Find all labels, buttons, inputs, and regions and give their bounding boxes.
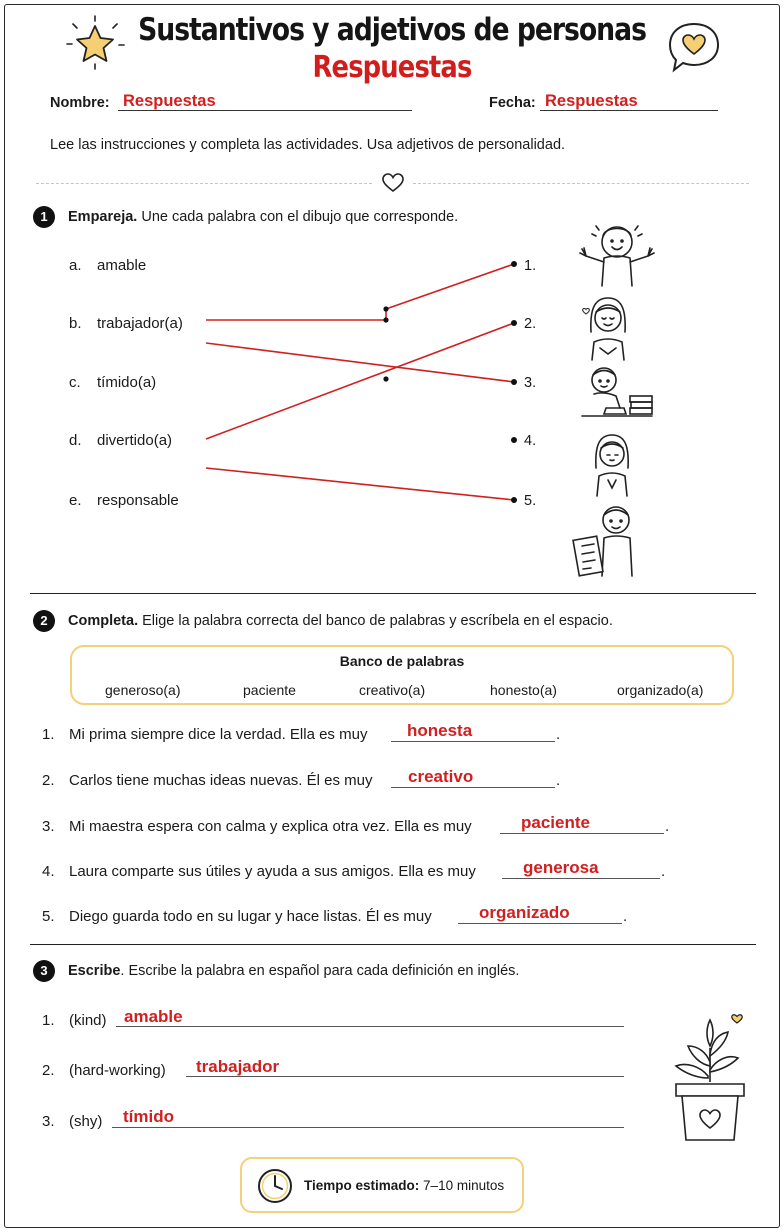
match-number-2: 2. [524,316,537,332]
section-1-number: 1 [33,206,55,228]
word-bank-item: creativo(a) [359,682,426,698]
section-2-heading [68,613,613,629]
match-word: divertido(a) [97,432,173,449]
match-item-e[interactable]: e. responsable [69,492,179,509]
shy-girl-drawing [584,430,640,500]
match-word: trabajador(a) [97,315,183,332]
match-item-a[interactable]: a. amable [69,257,147,274]
sentence-4-answer[interactable]: generosa [523,858,599,877]
sentence-1-answer[interactable]: honesta [407,721,473,740]
word-bank-item: honesto(a) [490,682,557,698]
match-number-5: 5. [524,493,537,509]
match-word: responsable [97,492,179,509]
name-label: Nombre: [50,95,110,111]
section-divider-2 [30,944,756,945]
sentence-4-blank [502,878,660,879]
sentence-3-blank [500,833,664,834]
clock-icon [256,1167,294,1205]
match-item-d[interactable]: d. divertido(a) [69,432,173,449]
dashed-divider-left [36,183,372,184]
match-word: amable [97,257,147,274]
date-value[interactable]: Respuestas [545,92,638,110]
match-item-c[interactable]: c. tímido(a) [69,374,157,391]
page-subtitle: Respuestas [312,50,472,85]
page-title: Sustantivos y adjetivos de personas [138,12,646,48]
sentence-1-blank [391,741,555,742]
section-3-number: 3 [33,960,55,982]
section-1-heading [68,209,458,225]
definition-2-blank [186,1076,624,1077]
section-divider-1 [30,593,756,594]
definition-3: 3. (shy) [42,1113,103,1130]
name-line [118,110,412,111]
plant-pot-icon [664,1008,760,1148]
sentence-5: 5. Diego guarda todo en su lugar y hace listas. Él es muy [42,908,432,925]
sentence-3-answer[interactable]: paciente [521,813,590,832]
match-number-3: 3. [524,375,537,391]
sentence-2-blank [391,787,555,788]
definition-3-answer[interactable]: tímido [123,1107,174,1126]
sentence-3: 3. Mi maestra espera con calma y explica otra vez. Ella es muy [42,818,472,835]
section-3-text: . Escribe la palabra en español para cada definición en inglés. [120,963,520,979]
estimated-time: Tiempo estimado: 7–10 minutos [304,1178,505,1193]
section-2-title: Completa. [68,613,139,629]
definition-2: 2. (hard-working) [42,1062,166,1079]
section-1-title: Empareja. [68,209,138,225]
section-1-text: Une cada palabra con el dibujo que corresponde. [141,209,459,225]
definition-1-answer[interactable]: amable [124,1007,183,1026]
sentence-1: 1. Mi prima siempre dice la verdad. Ella es muy [42,726,368,743]
match-number-1: 1. [524,258,537,274]
heart-icon [381,172,405,194]
working-child-drawing [576,362,660,426]
name-value[interactable]: Respuestas [123,92,216,110]
section-3-heading [68,963,519,979]
word-bank-item: paciente [243,682,296,698]
match-item-b[interactable]: b. trabajador(a) [69,315,183,332]
definition-2-answer[interactable]: trabajador [196,1057,280,1076]
word-bank-title: Banco de palabras [339,653,465,669]
definition-1: 1. (kind) [42,1012,107,1029]
sentence-2: 2. Carlos tiene muchas ideas nuevas. Él es muy [42,772,373,789]
word-bank [70,645,734,705]
instructions: Lee las instrucciones y completa las actividades. Usa adjetivos de personalidad. [50,137,566,153]
date-line [540,110,718,111]
match-number-4: 4. [524,433,537,449]
section-2-text: Elige la palabra correcta del banco de palabras y escríbela en el espacio. [142,613,613,629]
kind-girl-drawing [578,292,638,362]
match-word: tímido(a) [97,374,157,391]
definition-3-blank [112,1127,624,1128]
date-label: Fecha: [489,95,536,111]
word-bank-item: generoso(a) [105,682,181,698]
estimated-time-box [240,1157,524,1213]
responsible-child-drawing [568,502,648,578]
dashed-divider-right [413,183,749,184]
sentence-5-answer[interactable]: organizado [479,903,570,922]
sentence-5-blank [458,923,622,924]
sentence-2-answer[interactable]: creativo [408,767,474,786]
happy-child-drawing [572,218,662,288]
section-2-number: 2 [33,610,55,632]
sentence-4: 4. Laura comparte sus útiles y ayuda a sus amigos. Ella es muy [42,863,476,880]
word-bank-item: organizado(a) [617,682,704,698]
definition-1-blank [116,1026,624,1027]
section-3-title: Escribe [68,963,121,979]
